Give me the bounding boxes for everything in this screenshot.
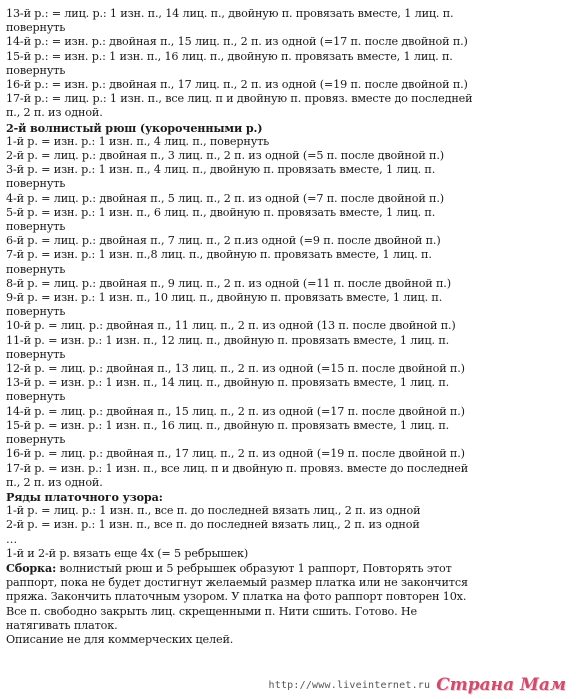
text-line: 1-й р. = изн. р.: 1 изн. п., 4 лиц. п., повернуть	[6, 134, 270, 148]
text-line: 15-й р.: = изн. р.: 1 изн. п., 16 лиц. п., двойную п. провязать вместе, 1 лиц. п.	[6, 49, 453, 63]
text-line: 8-й р. = лиц. р.: двойная п., 9 лиц. п., 2 п. из одной (=11 п. после двойной п.)	[6, 276, 451, 290]
text-line: повернуть	[6, 262, 66, 276]
text-line: 5-й р. = изн. р.: 1 изн. п., 6 лиц. п., двойную п. провязать вместе, 1 лиц. п.	[6, 205, 436, 219]
inline-text: волнистый рюш и 5 ребрышек образуют 1 раппорт, Повторять этот	[56, 561, 452, 575]
text-line: Описание не для коммерческих целей.	[6, 632, 234, 646]
text-line: 9-й р. = изн. р.: 1 изн. п., 10 лиц. п., двойную п. провязать вместе, 1 лиц. п.	[6, 291, 443, 305]
text-line: повернуть	[6, 177, 66, 191]
text-line: 13-й р.: = лиц. р.: 1 изн. п., 14 лиц. п., двойную п. провязать вместе, 1 лиц. п.	[6, 7, 454, 20]
text-line: 15-й р. = изн. р.: 1 изн. п., 16 лиц. п., двойную п. провязать вместе, 1 лиц. п.	[6, 418, 450, 432]
text-line: 7-й р. = изн. р.: 1 изн. п.,8 лиц. п., двойную п. провязать вместе, 1 лиц. п.	[6, 248, 432, 262]
text-line: пряжа. Закончить платочным узором. У платка на фото раппорт повторен 10х.	[6, 590, 467, 604]
document-body	[6, 7, 568, 647]
text-line: повернуть	[6, 347, 66, 361]
section-heading: 2-й волнистый рюш (укороченными р.)	[6, 120, 263, 135]
text-line: натягивать платок.	[6, 618, 118, 632]
text-line	[6, 561, 568, 576]
text-line: повернуть	[6, 21, 66, 35]
text-line: п., 2 п. из одной.	[6, 475, 103, 489]
text-line: 2-й р. = лиц. р.: двойная п., 3 лиц. п., 2 п. из одной (=5 п. после двойной п.)	[6, 149, 444, 163]
watermark	[269, 675, 566, 695]
text-line: 16-й р. = лиц. р.: двойная п., 17 лиц. п., 2 п. из одной (=19 п. после двойной п.)	[6, 447, 465, 461]
site-logo: Страна Мам	[436, 675, 566, 695]
text-line: 1-й р. = лиц. р.: 1 изн. п., все п. до последней вязать лиц., 2 п. из одной	[6, 504, 421, 518]
text-line: 13-й р. = изн. р.: 1 изн. п., 14 лиц. п., двойную п. провязать вместе, 1 лиц. п.	[6, 376, 450, 390]
text-line: Все п. свободно закрыть лиц. скрещенными п. Нити сшить. Готово. Не	[6, 604, 417, 618]
text-line: 3-й р. = изн. р.: 1 изн. п., 4 лиц. п., двойную п. провязать вместе, 1 лиц. п.	[6, 163, 436, 177]
inline-label: Сборка:	[6, 560, 57, 575]
text-line: 14-й р. = лиц. р.: двойная п., 15 лиц. п., 2 п. из одной (=17 п. после двойной п.)	[6, 404, 465, 418]
text-line: повернуть	[6, 220, 66, 234]
text-line: 12-й р. = лиц. р.: двойная п., 13 лиц. п., 2 п. из одной (=15 п. после двойной п.)	[6, 362, 465, 376]
text-line: 17-й р. = изн. р.: 1 изн. п., все лиц. п и двойную п. провяз. вместе до последней	[6, 461, 469, 475]
text-line: 6-й р. = лиц. р.: двойная п., 7 лиц. п., 2 п.из одной (=9 п. после двойной п.)	[6, 234, 441, 248]
text-line: 1-й и 2-й р. вязать еще 4х (= 5 ребрышек)	[6, 546, 249, 560]
text-line: 2-й р. = изн. р.: 1 изн. п., все п. до последней вязать лиц., 2 п. из одной	[6, 518, 420, 532]
text-line: …	[6, 532, 18, 546]
text-line: повернуть	[6, 390, 66, 404]
text-line: 11-й р. = изн. р.: 1 изн. п., 12 лиц. п., двойную п. провязать вместе, 1 лиц. п.	[6, 333, 450, 347]
watermark-url: http://www.liveinternet.ru	[268, 679, 431, 691]
text-line: п., 2 п. из одной.	[6, 106, 103, 120]
section-heading: Ряды платочного узора:	[6, 489, 163, 504]
text-line: раппорт, пока не будет достигнут желаемый размер платка или не закончится	[6, 576, 468, 590]
text-line: 4-й р. = лиц. р.: двойная п., 5 лиц. п., 2 п. из одной (=7 п. после двойной п.)	[6, 191, 444, 205]
text-line: 14-й р.: = изн. р.: двойная п., 15 лиц. п., 2 п. из одной (=17 п. после двойной п.)	[6, 35, 468, 49]
text-line: повернуть	[6, 433, 66, 447]
text-line: 16-й р.: = изн. р.: двойная п., 17 лиц. п., 2 п. из одной (=19 п. после двойной п.)	[6, 78, 468, 92]
text-line: повернуть	[6, 63, 66, 77]
text-line: 17-й р.: = лиц. р.: 1 изн. п., все лиц. п и двойную п. провяз. вместе до последней	[6, 92, 473, 106]
text-line: повернуть	[6, 305, 66, 319]
text-line: 10-й р. = лиц. р.: двойная п., 11 лиц. п., 2 п. из одной (13 п. после двойной п.)	[6, 319, 456, 333]
